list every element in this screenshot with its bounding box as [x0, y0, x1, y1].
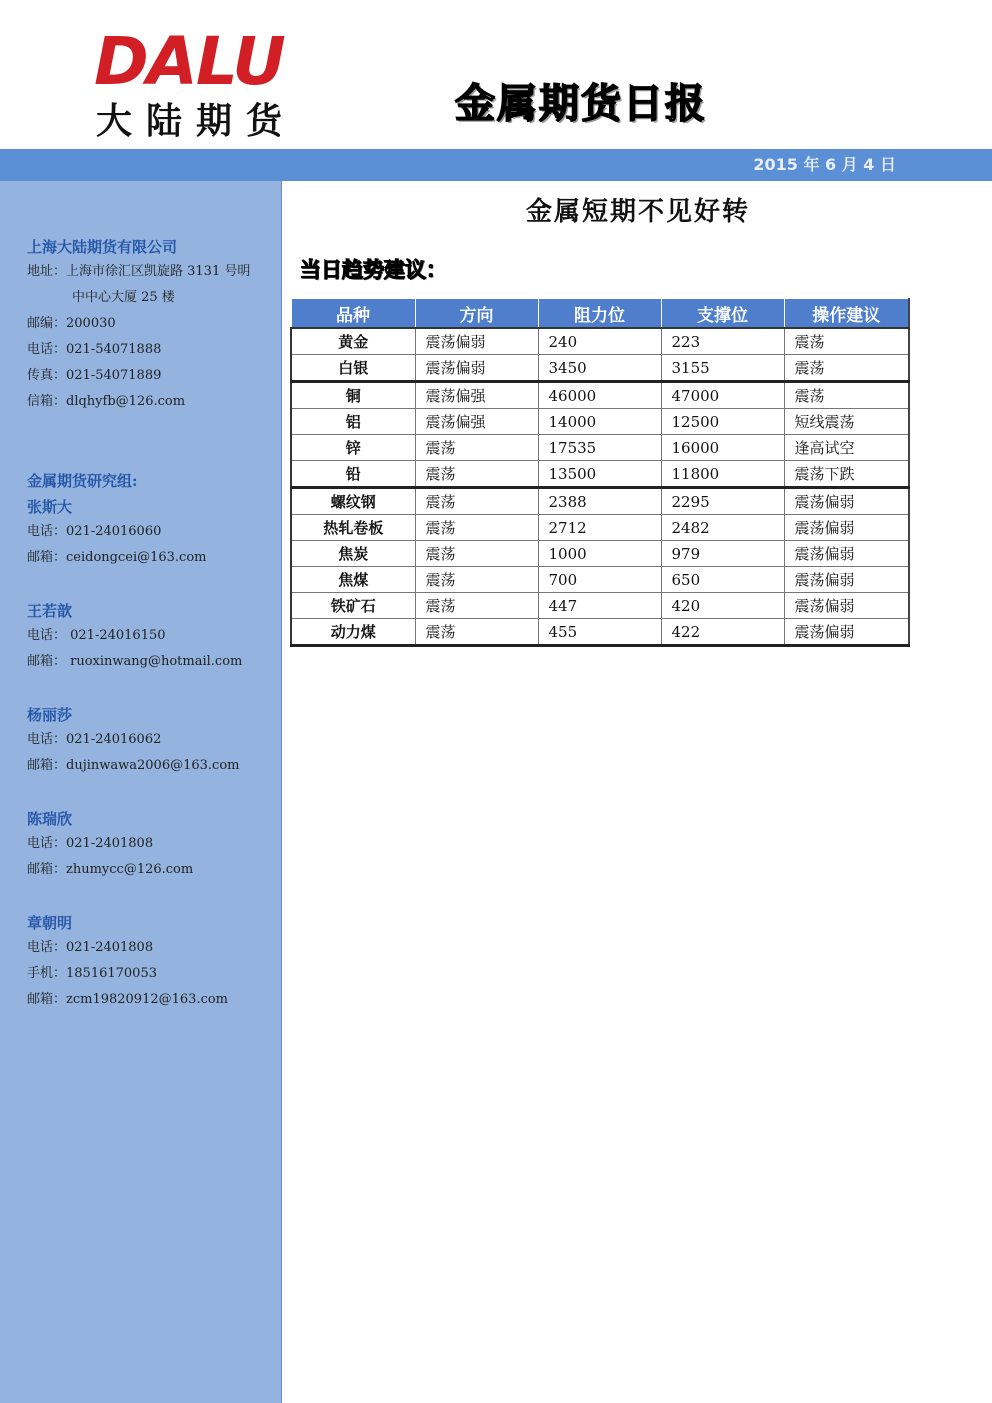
direction-cell: 震荡偏强 [415, 409, 538, 435]
direction-cell: 震荡 [415, 541, 538, 567]
direction-cell: 震荡 [415, 488, 538, 515]
advice-cell: 震荡偏弱 [784, 567, 909, 593]
company-mailbox[interactable]: 信箱：dlqhyfb@126.com [27, 394, 186, 409]
resistance-cell: 13500 [538, 461, 661, 488]
direction-cell: 震荡 [415, 435, 538, 461]
resistance-cell: 455 [538, 619, 661, 646]
product-cell: 焦煤 [291, 567, 415, 593]
direction-cell: 震荡 [415, 461, 538, 488]
contact-email[interactable]: 邮箱： ruoxinwang@hotmail.com [27, 654, 243, 669]
table-row [291, 619, 909, 646]
column-header: 支撑位 [661, 299, 784, 329]
product-cell: 黄金 [291, 328, 415, 355]
advice-cell: 震荡偏弱 [784, 515, 909, 541]
contact-name: 章朝明 [27, 914, 73, 932]
product-cell: 焦炭 [291, 541, 415, 567]
product-cell: 铁矿石 [291, 593, 415, 619]
support-cell: 12500 [661, 409, 784, 435]
advice-cell: 震荡 [784, 382, 909, 409]
table-row [291, 382, 909, 409]
resistance-cell: 700 [538, 567, 661, 593]
direction-cell: 震荡偏弱 [415, 328, 538, 355]
resistance-cell: 2388 [538, 488, 661, 515]
company-logo [94, 23, 310, 142]
postcode: 邮编：200030 [27, 316, 116, 331]
date-bar [0, 149, 992, 181]
table-row [291, 435, 909, 461]
contact-name: 杨丽莎 [27, 706, 73, 724]
contact-name: 陈瑞欣 [27, 810, 73, 828]
contact-email[interactable]: 邮箱：zcm19820912@163.com [27, 992, 229, 1007]
address-line1: 地址：上海市徐汇区凯旋路 3131 号明 [27, 264, 251, 279]
direction-cell: 震荡偏弱 [415, 355, 538, 382]
support-cell: 47000 [661, 382, 784, 409]
direction-cell: 震荡 [415, 593, 538, 619]
contact-phone: 电话： 021-24016150 [27, 628, 166, 643]
resistance-cell: 46000 [538, 382, 661, 409]
advice-cell: 震荡下跌 [784, 461, 909, 488]
product-cell: 铝 [291, 409, 415, 435]
advice-cell: 震荡偏弱 [784, 541, 909, 567]
support-cell: 2482 [661, 515, 784, 541]
sidebar [0, 181, 282, 1403]
support-cell: 420 [661, 593, 784, 619]
column-header: 品种 [291, 299, 415, 329]
table-row [291, 567, 909, 593]
logo-chinese-text: 大陆期货 [96, 101, 297, 142]
report-date: 2015 年 6 月 4 日 [753, 155, 896, 174]
table-row [291, 515, 909, 541]
product-cell: 铅 [291, 461, 415, 488]
column-header: 操作建议 [784, 299, 909, 329]
resistance-cell: 3450 [538, 355, 661, 382]
support-cell: 2295 [661, 488, 784, 515]
team-title: 金属期货研究组: [27, 472, 138, 490]
resistance-cell: 240 [538, 328, 661, 355]
product-cell: 热轧卷板 [291, 515, 415, 541]
advice-cell: 震荡偏弱 [784, 488, 909, 515]
advice-cell: 震荡 [784, 355, 909, 382]
advice-cell: 震荡偏弱 [784, 619, 909, 646]
resistance-cell: 2712 [538, 515, 661, 541]
table-row [291, 541, 909, 567]
contact-phone: 电话：021-2401808 [27, 940, 154, 955]
contact-email[interactable]: 邮箱：zhumycc@126.com [27, 862, 194, 877]
product-cell: 白银 [291, 355, 415, 382]
advice-cell: 震荡偏弱 [784, 593, 909, 619]
contact-phone: 电话：021-2401808 [27, 836, 154, 851]
table-row [291, 355, 909, 382]
support-cell: 650 [661, 567, 784, 593]
column-header: 方向 [415, 299, 538, 329]
direction-cell: 震荡 [415, 619, 538, 646]
product-cell: 动力煤 [291, 619, 415, 646]
contact-mobile: 手机：18516170053 [27, 966, 157, 981]
contact-phone: 电话：021-24016062 [27, 732, 162, 747]
company-phone: 电话：021-54071888 [27, 342, 162, 357]
address-line2: 中中心大厦 25 楼 [72, 290, 175, 305]
contact-name: 张斯大 [27, 498, 73, 516]
product-cell: 锌 [291, 435, 415, 461]
direction-cell: 震荡 [415, 515, 538, 541]
company-name: 上海大陆期货有限公司 [27, 238, 178, 256]
contact-name: 王若歆 [27, 602, 73, 620]
advice-cell: 逢高试空 [784, 435, 909, 461]
contact-email[interactable]: 邮箱：dujinwawa2006@163.com [27, 758, 240, 773]
advice-cell: 短线震荡 [784, 409, 909, 435]
support-cell: 16000 [661, 435, 784, 461]
report-title: 金属期货日报 [455, 81, 707, 127]
table-row [291, 328, 909, 355]
support-cell: 223 [661, 328, 784, 355]
direction-cell: 震荡偏强 [415, 382, 538, 409]
section-title: 当日趋势建议： [300, 258, 447, 282]
company-fax: 传真：021-54071889 [27, 368, 162, 383]
product-cell: 螺纹钢 [291, 488, 415, 515]
table-row [291, 593, 909, 619]
logo-brand-text: DALU [94, 23, 284, 100]
support-cell: 979 [661, 541, 784, 567]
resistance-cell: 447 [538, 593, 661, 619]
contact-phone: 电话：021-24016060 [27, 524, 162, 539]
resistance-cell: 17535 [538, 435, 661, 461]
column-header: 阻力位 [538, 299, 661, 329]
headline: 金属短期不见好转 [525, 197, 750, 227]
trend-table [290, 298, 910, 647]
direction-cell: 震荡 [415, 567, 538, 593]
table-header-row [291, 299, 909, 329]
product-cell: 铜 [291, 382, 415, 409]
resistance-cell: 1000 [538, 541, 661, 567]
table-row [291, 461, 909, 488]
support-cell: 11800 [661, 461, 784, 488]
contact-email[interactable]: 邮箱：ceidongcei@163.com [27, 550, 207, 565]
table-row [291, 488, 909, 515]
support-cell: 3155 [661, 355, 784, 382]
support-cell: 422 [661, 619, 784, 646]
advice-cell: 震荡 [784, 328, 909, 355]
table-row [291, 409, 909, 435]
resistance-cell: 14000 [538, 409, 661, 435]
